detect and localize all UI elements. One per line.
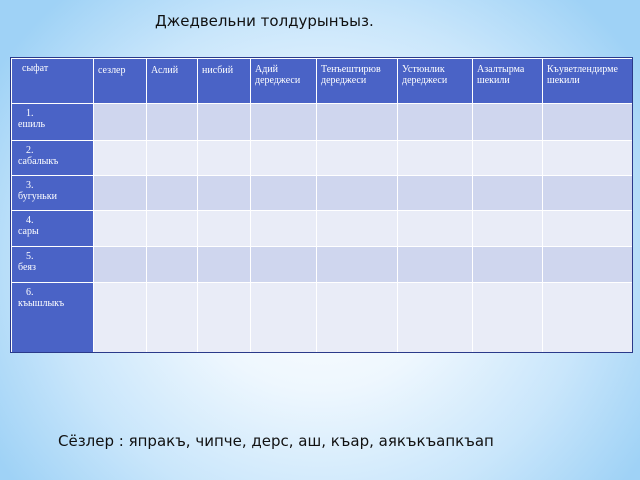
blank-cell[interactable] [198, 283, 251, 353]
header-adiy: Адий дереджеси [251, 59, 317, 104]
blank-cell[interactable] [147, 211, 198, 247]
header-asliy: Аслий [147, 59, 198, 104]
row-header-adjective [12, 141, 94, 176]
row-adjective: сары [18, 226, 39, 237]
blank-cell[interactable] [198, 141, 251, 176]
row-adjective: къышлыкъ [18, 298, 65, 309]
blank-cell[interactable] [147, 247, 198, 283]
blank-cell[interactable] [398, 211, 473, 247]
header-azaltirma: Азалтырма шекили [473, 59, 543, 104]
blank-cell[interactable] [543, 176, 633, 211]
blank-cell[interactable] [147, 176, 198, 211]
blank-cell[interactable] [398, 247, 473, 283]
blank-cell[interactable] [198, 211, 251, 247]
blank-cell[interactable] [317, 141, 398, 176]
blank-cell[interactable] [251, 283, 317, 353]
blank-cell[interactable] [473, 283, 543, 353]
row-header-adjective [12, 104, 94, 141]
row-number: 5. [26, 251, 34, 262]
row-adjective: сабалыкъ [18, 156, 59, 167]
blank-cell[interactable] [94, 104, 147, 141]
row-number: 4. [26, 215, 34, 226]
blank-cell[interactable] [251, 176, 317, 211]
blank-cell[interactable] [147, 141, 198, 176]
blank-cell[interactable] [473, 247, 543, 283]
blank-cell[interactable] [317, 247, 398, 283]
row-header-adjective [12, 247, 94, 283]
blank-cell[interactable] [94, 176, 147, 211]
blank-cell[interactable] [251, 247, 317, 283]
blank-cell[interactable] [317, 211, 398, 247]
row-number: 1. [26, 108, 34, 119]
blank-cell[interactable] [317, 176, 398, 211]
header-tenyestiriv: Тенъештирюв дереджеси [317, 59, 398, 104]
row-header-adjective [12, 176, 94, 211]
blank-cell[interactable] [473, 211, 543, 247]
header-nisbiy: нисбий [198, 59, 251, 104]
table-row [12, 176, 633, 211]
table-row [12, 211, 633, 247]
blank-cell[interactable] [94, 283, 147, 353]
task-title: Джедвельни толдурынъыз. [155, 12, 374, 30]
row-number: 6. [26, 287, 34, 298]
adjective-table [11, 58, 633, 353]
blank-cell[interactable] [543, 283, 633, 353]
header-sozler: сезлер [94, 59, 147, 104]
blank-cell[interactable] [251, 104, 317, 141]
blank-cell[interactable] [473, 176, 543, 211]
blank-cell[interactable] [473, 104, 543, 141]
blank-cell[interactable] [94, 247, 147, 283]
word-list: Сёзлер : япракъ, чипче, дерс, аш, къар, аякъкъапкъап [58, 432, 494, 450]
row-adjective: беяз [18, 262, 36, 273]
blank-cell[interactable] [147, 104, 198, 141]
row-number: 3. [26, 180, 34, 191]
header-kuvetlendirme: Къуветлендирме шекили [543, 59, 633, 104]
blank-cell[interactable] [198, 104, 251, 141]
row-header-adjective [12, 283, 94, 353]
table-row [12, 283, 633, 353]
row-header-adjective [12, 211, 94, 247]
blank-cell[interactable] [317, 283, 398, 353]
blank-cell[interactable] [543, 247, 633, 283]
blank-cell[interactable] [543, 141, 633, 176]
blank-cell[interactable] [398, 141, 473, 176]
blank-cell[interactable] [543, 104, 633, 141]
table-row [12, 141, 633, 176]
blank-cell[interactable] [473, 141, 543, 176]
header-sifat: сыфат [12, 59, 94, 104]
blank-cell[interactable] [317, 104, 398, 141]
blank-cell[interactable] [147, 283, 198, 353]
blank-cell[interactable] [94, 141, 147, 176]
table-row [12, 247, 633, 283]
blank-cell[interactable] [398, 176, 473, 211]
blank-cell[interactable] [398, 104, 473, 141]
blank-cell[interactable] [94, 211, 147, 247]
header-ustyunlik: Устюнлик дереджеси [398, 59, 473, 104]
blank-cell[interactable] [398, 283, 473, 353]
row-adjective: ешиль [18, 119, 46, 130]
blank-cell[interactable] [198, 176, 251, 211]
table-row [12, 104, 633, 141]
blank-cell[interactable] [543, 211, 633, 247]
blank-cell[interactable] [198, 247, 251, 283]
row-adjective: бугуньки [18, 191, 57, 202]
row-number: 2. [26, 145, 34, 156]
blank-cell[interactable] [251, 211, 317, 247]
blank-cell[interactable] [251, 141, 317, 176]
